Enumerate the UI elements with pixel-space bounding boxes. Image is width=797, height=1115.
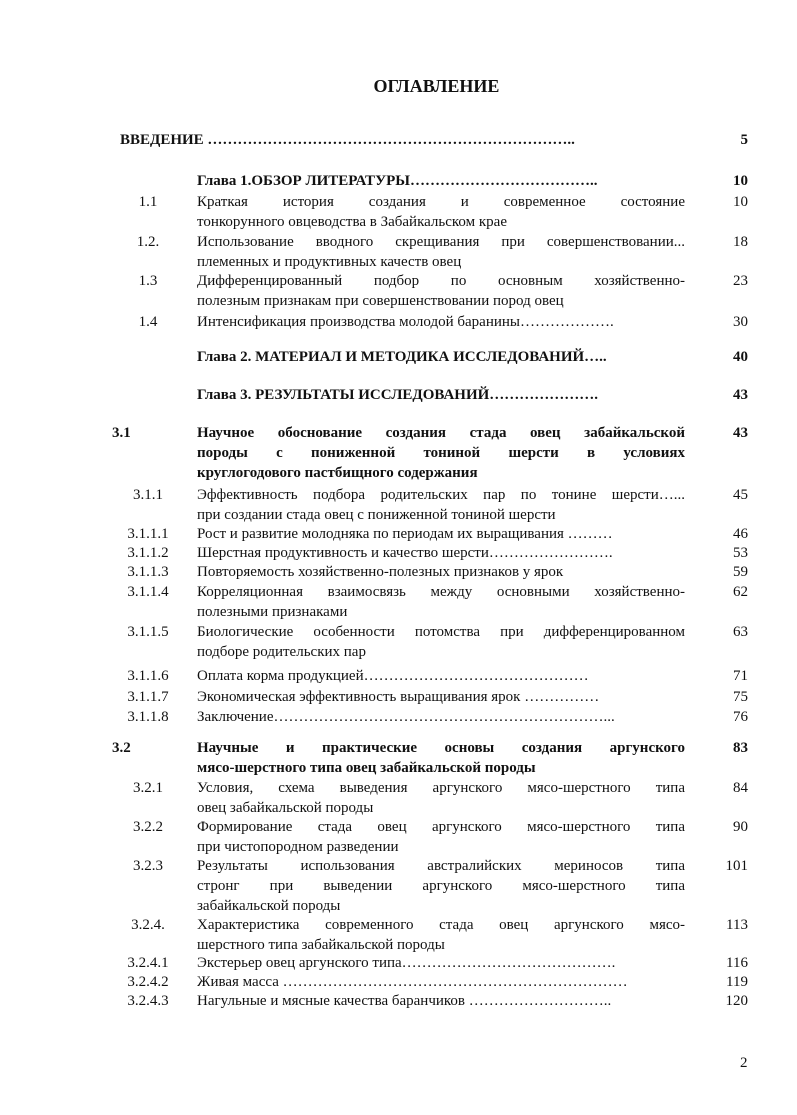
section-title-line: Корреляционная взаимосвязь между основными хозяйственно- xyxy=(197,584,685,600)
section-title-line: при создании стада овец с пониженной тониной шерсти xyxy=(197,507,556,523)
section-title xyxy=(197,915,685,955)
page-ref: 76 xyxy=(733,709,748,725)
section-title xyxy=(197,666,685,686)
page-ref: 101 xyxy=(725,858,748,874)
page-ref: 83 xyxy=(733,740,748,756)
section-number: 3.1.1.7 xyxy=(127,689,169,705)
section-title-line: ВВЕДЕНИЕ ……………………………………………………………….. xyxy=(120,132,575,148)
section-number: 3.1.1.2 xyxy=(127,545,169,561)
section-number: 3.2.4.1 xyxy=(127,955,169,971)
section-title xyxy=(197,271,685,311)
toc-title: ОГЛАВЛЕНИЕ xyxy=(373,76,500,96)
section-title xyxy=(197,953,685,973)
section-title-line: племенных и продуктивных качеств овец xyxy=(197,254,462,270)
section-number: 3.2.1 xyxy=(133,780,163,796)
section-number: 1.3 xyxy=(138,273,158,289)
section-number: 3.2.4.3 xyxy=(127,993,169,1009)
section-title-line: Живая масса …………………………………………………………… xyxy=(197,974,628,990)
section-title xyxy=(197,738,685,778)
section-title xyxy=(197,972,685,992)
section-title xyxy=(197,171,685,191)
section-title-line: Экстерьер овец аргунского типа……………………………………. xyxy=(197,955,616,971)
section-title xyxy=(120,130,700,150)
section-title-line: породы с пониженной тониной шерсти в условиях xyxy=(197,445,685,461)
section-title-line: стронг при выведении аргунского мясо-шерстного типа xyxy=(197,878,685,894)
section-title xyxy=(197,232,685,272)
section-title-line: Научные и практические основы создания аргунского xyxy=(197,740,685,756)
page-ref: 46 xyxy=(733,526,748,542)
section-title-line: Глава 3. РЕЗУЛЬТАТЫ ИССЛЕДОВАНИЙ…………………. xyxy=(197,387,599,403)
page-ref: 5 xyxy=(740,132,748,148)
section-title-line: Краткая история создания и современное состояние xyxy=(197,194,685,210)
section-title-line: полезным признакам при совершенствовании пород овец xyxy=(197,293,564,309)
section-title-line: Рост и развитие молодняка по периодам их выращивания ……… xyxy=(197,526,613,542)
section-title-line: Заключение…………………………………………………………... xyxy=(197,709,615,725)
section-title-line: Интенсификация производства молодой баранины………………. xyxy=(197,314,614,330)
page-ref: 43 xyxy=(733,387,748,403)
section-number: 3.1.1.8 xyxy=(127,709,169,725)
section-title-line: Условия, схема выведения аргунского мясо-шерстного типа xyxy=(197,780,685,796)
section-title xyxy=(197,485,685,525)
page-ref: 75 xyxy=(733,689,748,705)
section-number: 3.2.3 xyxy=(133,858,163,874)
page-ref: 10 xyxy=(733,173,748,189)
section-number: 3.1.1.3 xyxy=(127,564,169,580)
section-title xyxy=(197,991,685,1011)
page-ref: 63 xyxy=(733,624,748,640)
section-number: 3.1.1.5 xyxy=(127,624,169,640)
section-title xyxy=(197,562,685,582)
section-title-line: Глава 2. МАТЕРИАЛ И МЕТОДИКА ИССЛЕДОВАНИЙ….. xyxy=(197,349,607,365)
section-number: 3.1 xyxy=(112,425,131,441)
section-title-line: Формирование стада овец аргунского мясо-шерстного типа xyxy=(197,819,685,835)
section-title-line: Эффективность подбора родительских пар по тонине шерсти…... xyxy=(197,487,685,503)
section-title xyxy=(197,687,685,707)
section-title xyxy=(197,622,685,662)
section-title xyxy=(197,856,685,916)
page-ref: 113 xyxy=(726,917,748,933)
section-title-line: овец забайкальской породы xyxy=(197,800,374,816)
page-ref: 30 xyxy=(733,314,748,330)
section-title-line: шерстного типа забайкальской породы xyxy=(197,937,445,953)
page-ref: 71 xyxy=(733,668,748,684)
section-number: 3.1.1.1 xyxy=(127,526,169,542)
section-number: 3.1.1 xyxy=(133,487,163,503)
section-number: 3.2.4.2 xyxy=(127,974,169,990)
section-number: 3.2.2 xyxy=(133,819,163,835)
page-ref: 43 xyxy=(733,425,748,441)
page-ref: 116 xyxy=(726,955,748,971)
section-title-line: при чистопородном разведении xyxy=(197,839,399,855)
section-title xyxy=(197,524,685,544)
section-title-line: Биологические особенности потомства при дифференцированном xyxy=(197,624,685,640)
section-title-line: Оплата корма продукцией……………………………………… xyxy=(197,668,589,684)
section-number: 3.1.1.6 xyxy=(127,668,169,684)
section-title-line: мясо-шерстного типа овец забайкальской породы xyxy=(197,760,536,776)
section-title-line: тонкорунного овцеводства в Забайкальском крае xyxy=(197,214,507,230)
section-title xyxy=(197,192,685,232)
section-title xyxy=(197,778,685,818)
section-title-line: Характеристика современного стада овец аргунского мясо- xyxy=(197,917,685,933)
page-ref: 40 xyxy=(733,349,748,365)
section-title xyxy=(197,423,685,483)
page-ref: 84 xyxy=(733,780,748,796)
section-title-line: Шерстная продуктивность и качество шерсти……………………. xyxy=(197,545,613,561)
section-number: 3.2.4. xyxy=(131,917,165,933)
section-title-line: круглогодового пастбищного содержания xyxy=(197,465,478,481)
page-ref: 53 xyxy=(733,545,748,561)
page-ref: 18 xyxy=(733,234,748,250)
section-title-line: полезными признаками xyxy=(197,604,348,620)
section-title xyxy=(197,817,685,857)
page-ref: 119 xyxy=(726,974,748,990)
section-title xyxy=(197,543,685,563)
section-title xyxy=(197,347,685,367)
section-title xyxy=(197,707,685,727)
section-title-line: Дифференцированный подбор по основным хозяйственно- xyxy=(197,273,685,289)
section-number: 1.1 xyxy=(138,194,158,210)
page-ref: 90 xyxy=(733,819,748,835)
section-title-line: подборе родительских пар xyxy=(197,644,366,660)
section-title-line: Повторяемость хозяйственно-полезных признаков у ярок xyxy=(197,564,564,580)
section-title-line: Глава 1.ОБЗОР ЛИТЕРАТУРЫ……………………………….. xyxy=(197,173,598,189)
section-title xyxy=(197,385,685,405)
section-title-line: Научное обоснование создания стада овец забайкальской xyxy=(197,425,685,441)
page-ref: 120 xyxy=(725,993,748,1009)
section-title-line: Нагульные и мясные качества баранчиков ……………………….. xyxy=(197,993,612,1009)
section-number: 3.1.1.4 xyxy=(127,584,169,600)
page-number: 2 xyxy=(740,1055,748,1071)
page-ref: 62 xyxy=(733,584,748,600)
section-number: 1.4 xyxy=(138,314,158,330)
page-ref: 23 xyxy=(733,273,748,289)
section-title-line: Использование вводного скрещивания при совершенствовании... xyxy=(197,234,685,250)
page-ref: 10 xyxy=(733,194,748,210)
page-ref: 59 xyxy=(733,564,748,580)
section-number: 1.2. xyxy=(136,234,160,250)
section-title xyxy=(197,582,685,622)
section-title-line: забайкальской породы xyxy=(197,898,341,914)
section-number: 3.2 xyxy=(112,740,131,756)
page-ref: 45 xyxy=(733,487,748,503)
section-title-line: Экономическая эффективность выращивания ярок …………… xyxy=(197,689,600,705)
section-title xyxy=(197,312,685,332)
section-title-line: Результаты использования австралийских мериносов типа xyxy=(197,858,685,874)
